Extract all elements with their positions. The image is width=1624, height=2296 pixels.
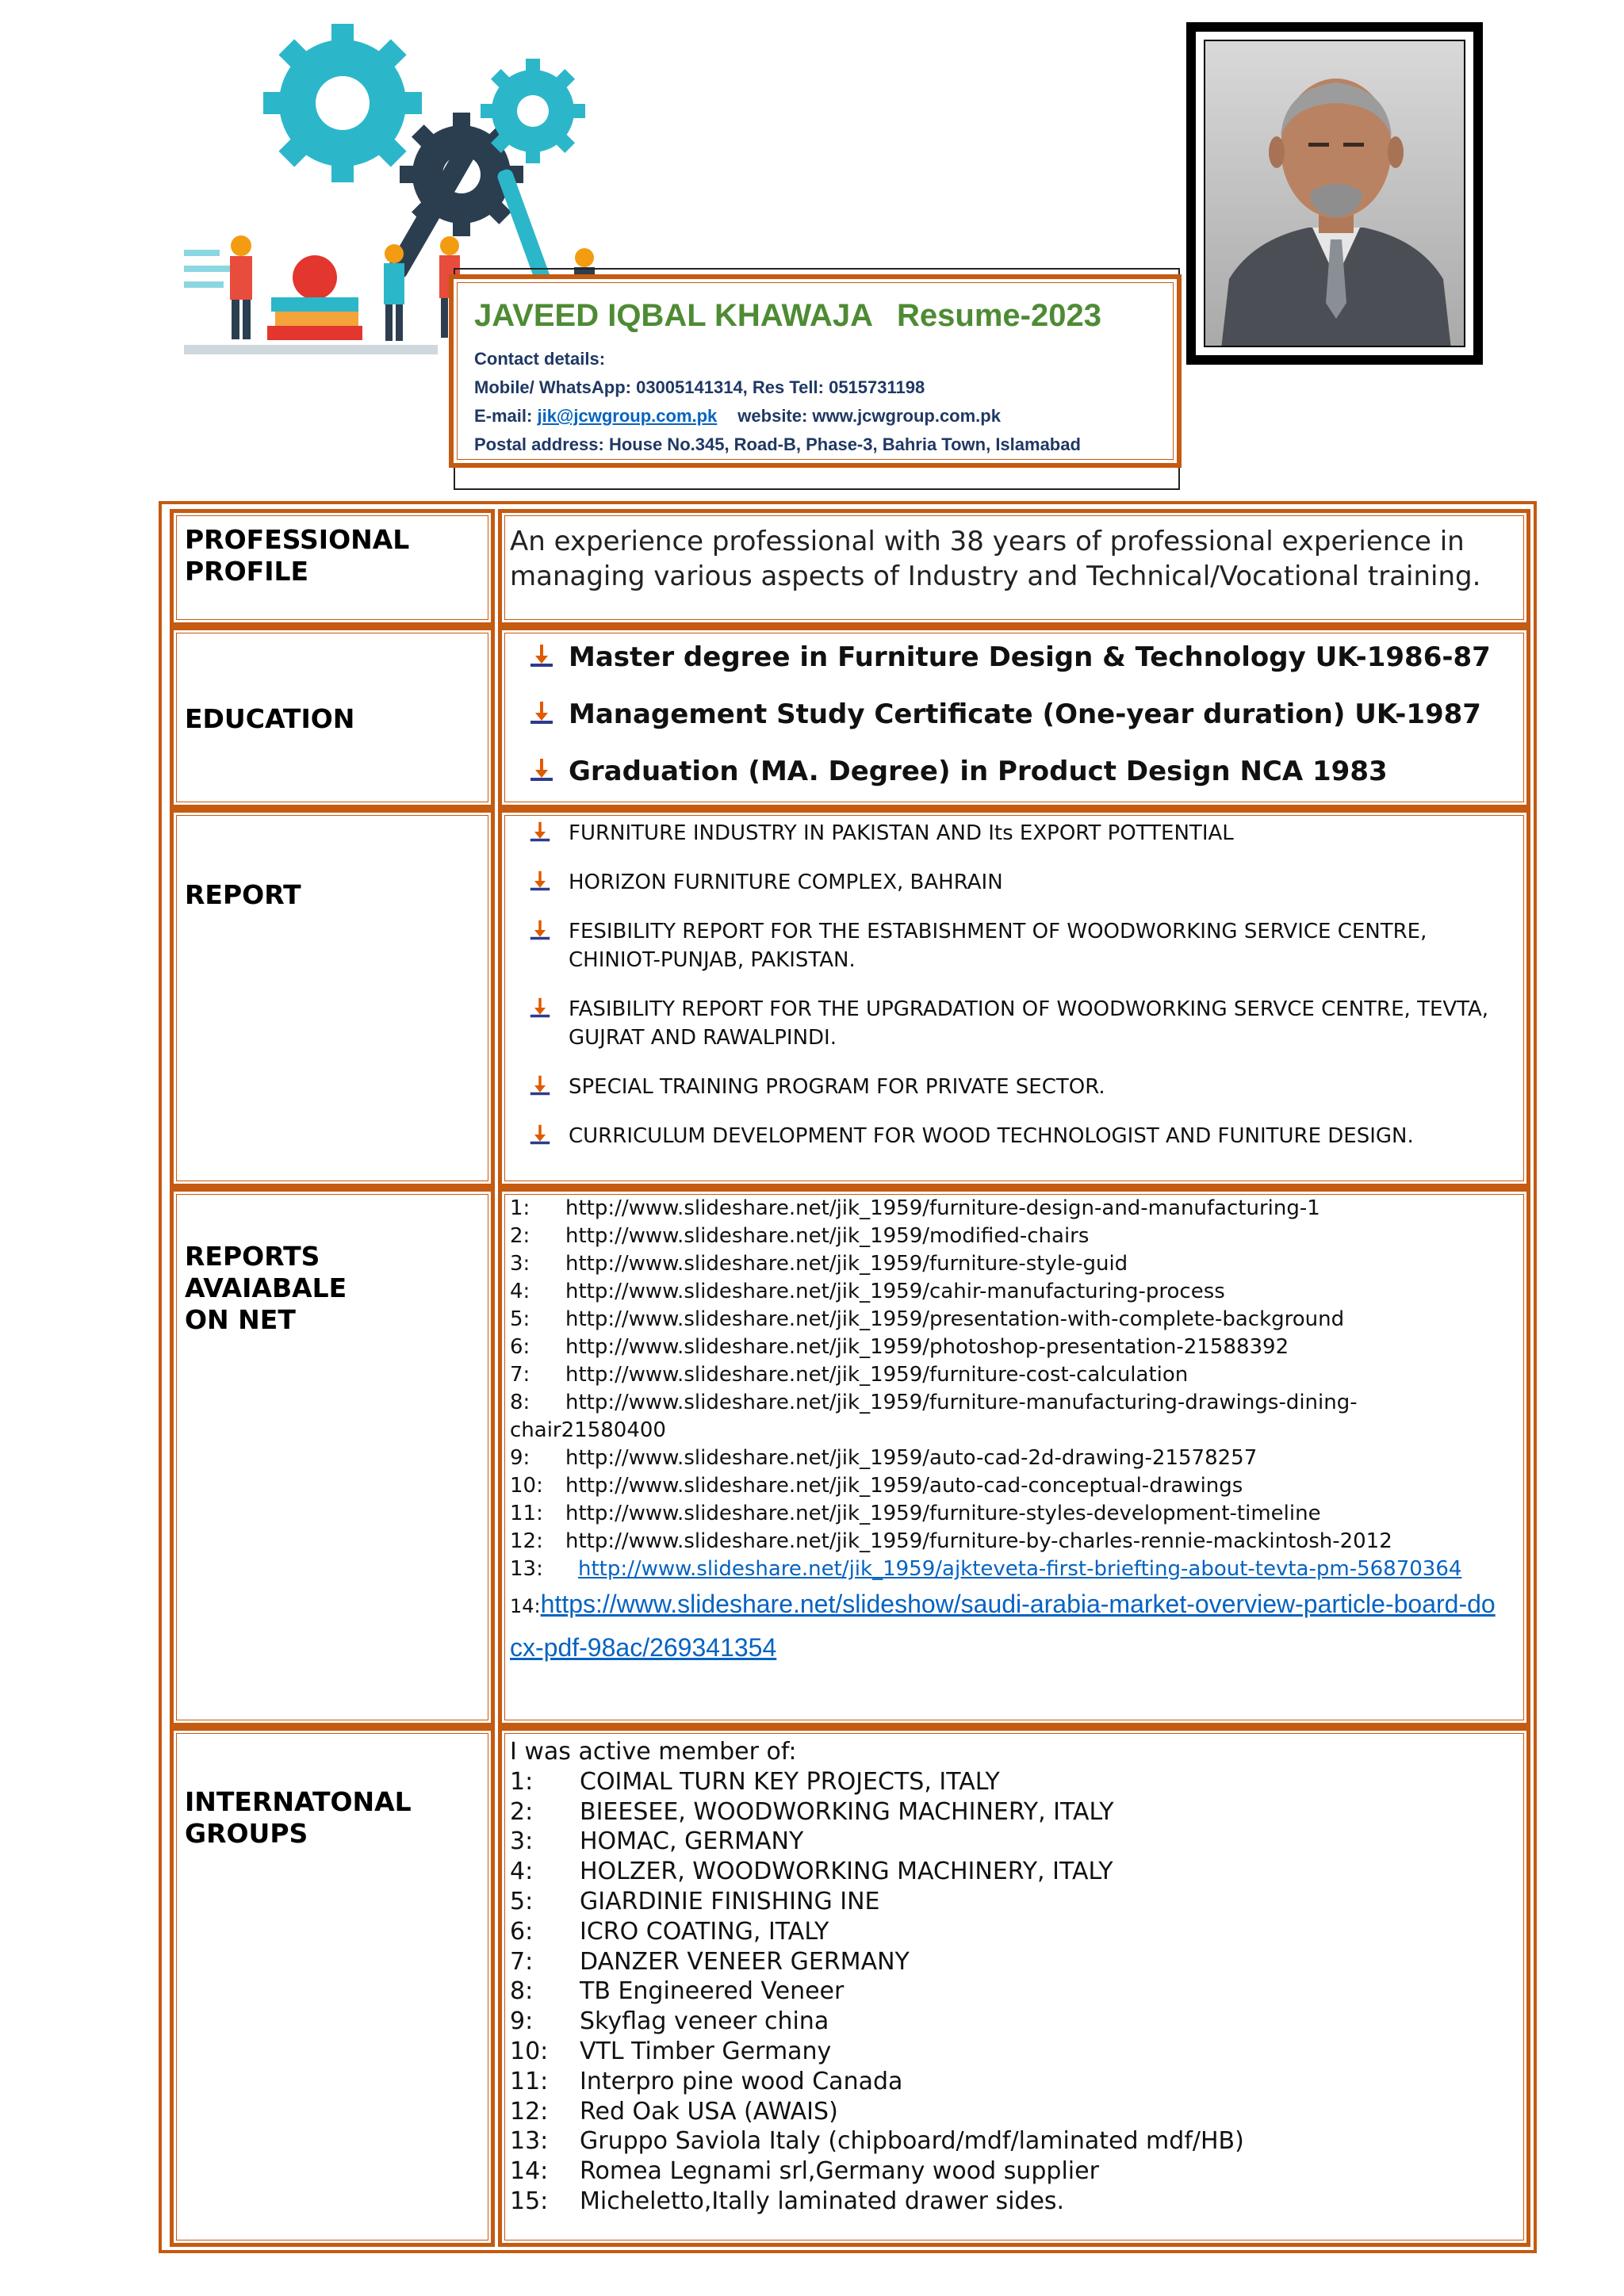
- report-list: [529, 819, 1507, 1171]
- email-line: [474, 402, 1156, 430]
- group-number: 7:: [510, 1947, 534, 1976]
- link-number: 9:: [510, 1446, 530, 1470]
- education-cell: [498, 626, 1530, 809]
- group-item: [510, 2097, 1507, 2127]
- links-list: [510, 1195, 1507, 1668]
- group-item: [510, 1976, 1507, 2007]
- groups-list: [510, 1737, 1507, 2217]
- link-url[interactable]: http://www.slideshare.net/jik_1959/furniture-styles-development-timeline: [565, 1502, 1321, 1525]
- link-number: 3:: [510, 1252, 530, 1276]
- group-item: [510, 1917, 1507, 1947]
- group-text: VTL Timber Germany: [580, 2037, 832, 2065]
- link-item[interactable]: [510, 1556, 1507, 1583]
- group-item: [510, 1797, 1507, 1827]
- group-text: Romea Legnami srl,Germany wood supplier: [580, 2157, 1099, 2186]
- group-text: HOLZER, WOODWORKING MACHINERY, ITALY: [580, 1858, 1113, 1886]
- profile-text-cell: [498, 509, 1530, 626]
- link-item[interactable]: [510, 1583, 1507, 1668]
- group-item: [510, 2126, 1507, 2156]
- education-item-text: Graduation (MA. Degree) in Product Design NCA 1983: [569, 756, 1388, 787]
- report-item-text: HORIZON FURNITURE COMPLEX, BAHRAIN: [569, 871, 1003, 894]
- group-text: TB Engineered Veneer: [580, 1977, 845, 2006]
- report-item: [529, 819, 1507, 848]
- group-number: 13:: [510, 2127, 549, 2156]
- group-text: COIMAL TURN KEY PROJECTS, ITALY: [580, 1767, 1000, 1796]
- groups-label: INTERNATONAL GROUPS: [185, 1786, 412, 1849]
- link-url[interactable]: http://www.slideshare.net/jik_1959/furniture-by-charles-rennie-mackintosh-2012: [565, 1529, 1392, 1553]
- link-item[interactable]: [510, 1306, 1507, 1334]
- person-name: JAVEED IQBAL KHAWAJA: [474, 298, 874, 333]
- group-number: 10:: [510, 2037, 549, 2065]
- email-link[interactable]: jik@jcwgroup.com.pk: [537, 406, 718, 426]
- group-text: GIARDINIE FINISHING INE: [580, 1887, 880, 1915]
- link-item[interactable]: [510, 1389, 1507, 1445]
- link-item[interactable]: [510, 1500, 1507, 1528]
- group-number: 12:: [510, 2097, 549, 2126]
- report-item-text: CURRICULUM DEVELOPMENT FOR WOOD TECHNOLOGIST AND FUNITURE DESIGN.: [569, 1124, 1414, 1148]
- link-number: 5:: [510, 1307, 530, 1331]
- link-item[interactable]: [510, 1334, 1507, 1361]
- report-item: [529, 917, 1507, 974]
- link-url[interactable]: http://www.slideshare.net/jik_1959/furniture-cost-calculation: [565, 1363, 1189, 1387]
- link-url[interactable]: http://www.slideshare.net/jik_1959/auto-cad-conceptual-drawings: [565, 1474, 1243, 1498]
- group-item: [510, 1827, 1507, 1857]
- group-item: [510, 2156, 1507, 2187]
- link-item[interactable]: [510, 1472, 1507, 1500]
- group-item: [510, 1947, 1507, 1977]
- education-item-text: Management Study Certificate (One-year duration) UK-1987: [569, 698, 1481, 730]
- group-text: DANZER VENEER GERMANY: [580, 1947, 910, 1976]
- arrow-bullet-icon: [529, 919, 551, 941]
- report-item-text: FASIBILITY REPORT FOR THE UPGRADATION OF WOODWORKING SERVCE CENTRE, TEVTA, GUJRAT AND RAWALPINDI.: [569, 997, 1489, 1050]
- education-item: [529, 754, 1491, 789]
- education-item: [529, 697, 1491, 732]
- education-label-cell: [170, 626, 495, 809]
- groups-intro: I was active member of:: [510, 1738, 797, 1766]
- education-item: [529, 640, 1491, 675]
- education-label: EDUCATION: [185, 703, 355, 734]
- link-url[interactable]: http://www.slideshare.net/jik_1959/modified-chairs: [565, 1224, 1090, 1248]
- links-label-cell: [170, 1188, 495, 1727]
- postal-address: Postal address: House No.345, Road-B, Phase-3, Bahria Town, Islamabad: [474, 434, 1081, 454]
- arrow-bullet-icon: [529, 997, 551, 1019]
- group-number: 15:: [510, 2187, 549, 2215]
- link-item[interactable]: [510, 1361, 1507, 1389]
- link-url[interactable]: http://www.slideshare.net/jik_1959/furniture-design-and-manufacturing-1: [565, 1196, 1320, 1220]
- group-text: HOMAC, GERMANY: [580, 1827, 804, 1856]
- group-number: 9:: [510, 2007, 534, 2036]
- link-number: 13:: [510, 1557, 543, 1581]
- report-cell: [498, 809, 1530, 1188]
- mobile-line: Mobile/ WhatsApp: 03005141314, Res Tell: 0515731198: [474, 377, 925, 397]
- contact-label: Contact details:: [474, 349, 606, 369]
- resume-year: Resume-2023: [897, 298, 1101, 333]
- link-url[interactable]: http://www.slideshare.net/jik_1959/ajkteveta-first-briefting-about-tevta-pm-56870364: [578, 1557, 1462, 1581]
- website-line: website: www.jcwgroup.com.pk: [737, 406, 1001, 426]
- link-number: 1:: [510, 1196, 530, 1220]
- link-item[interactable]: [510, 1250, 1507, 1278]
- group-item: [510, 2007, 1507, 2037]
- link-number: 14:: [510, 1595, 541, 1617]
- link-number: 8:: [510, 1391, 530, 1414]
- group-item: [510, 1887, 1507, 1917]
- contact-box: [449, 274, 1182, 468]
- report-item-text: SPECIAL TRAINING PROGRAM FOR PRIVATE SECTOR.: [569, 1075, 1105, 1099]
- report-item: [529, 995, 1507, 1052]
- report-item: [529, 1122, 1507, 1150]
- groups-cell: [498, 1727, 1530, 2247]
- group-item: [510, 2187, 1507, 2217]
- group-item: [510, 1767, 1507, 1797]
- portrait-photo: [1205, 41, 1465, 347]
- report-item-text: FURNITURE INDUSTRY IN PAKISTAN AND Its EXPORT POTTENTIAL: [569, 821, 1234, 845]
- links-label: REPORTS AVAIABALE ON NET: [185, 1241, 347, 1335]
- group-number: 4:: [510, 1858, 534, 1886]
- link-url[interactable]: http://www.slideshare.net/jik_1959/auto-cad-2d-drawing-21578257: [565, 1446, 1258, 1470]
- link-url[interactable]: http://www.slideshare.net/jik_1959/furniture-style-guid: [565, 1252, 1128, 1276]
- group-text: Interpro pine wood Canada: [580, 2067, 903, 2095]
- report-item: [529, 1073, 1507, 1101]
- group-item: [510, 2067, 1507, 2097]
- arrow-bullet-icon: [529, 1074, 551, 1096]
- email-prefix: E-mail:: [474, 406, 538, 426]
- group-item: [510, 1857, 1507, 1887]
- group-text: Micheletto,Itally laminated drawer sides.: [580, 2187, 1065, 2215]
- group-number: 6:: [510, 1917, 534, 1946]
- photo-frame: [1186, 22, 1483, 365]
- group-text: Red Oak USA (AWAIS): [580, 2097, 838, 2126]
- groups-label-cell: [170, 1727, 495, 2247]
- profile-text: An experience professional with 38 years of professional experience in managing various aspects of Industry and Technical/Vocational training.: [510, 526, 1481, 592]
- link-number: 4:: [510, 1280, 530, 1303]
- report-item-text: FESIBILITY REPORT FOR THE ESTABISHMENT OF WOODWORKING SERVICE CENTRE, CHINIOT-PUNJAB, PAKISTAN.: [569, 920, 1427, 972]
- link-item[interactable]: [510, 1278, 1507, 1306]
- link-item[interactable]: [510, 1223, 1507, 1250]
- link-url[interactable]: https://www.slideshare.net/slideshow/saudi-arabia-market-overview-particle-board-docx-pdf-98ac/269341354: [510, 1590, 1496, 1662]
- link-number: 10:: [510, 1474, 543, 1498]
- link-url[interactable]: http://www.slideshare.net/jik_1959/cahir-manufacturing-process: [565, 1280, 1225, 1303]
- report-label: REPORT: [185, 879, 301, 910]
- arrow-bullet-icon: [529, 643, 554, 668]
- report-item: [529, 868, 1507, 897]
- link-number: 2:: [510, 1224, 530, 1248]
- link-item[interactable]: [510, 1528, 1507, 1556]
- report-label-cell: [170, 809, 495, 1188]
- link-url[interactable]: http://www.slideshare.net/jik_1959/presentation-with-complete-background: [565, 1307, 1345, 1331]
- group-number: 14:: [510, 2157, 549, 2186]
- resume-title: [474, 298, 1156, 334]
- education-item-text: Master degree in Furniture Design & Technology UK-1986-87: [569, 641, 1491, 673]
- group-text: Gruppo Saviola Italy (chipboard/mdf/laminated mdf/HB): [580, 2127, 1244, 2156]
- link-item[interactable]: [510, 1445, 1507, 1472]
- group-text: Skyflag veneer china: [580, 2007, 829, 2036]
- group-number: 3:: [510, 1827, 534, 1856]
- link-number: 6:: [510, 1335, 530, 1359]
- link-url[interactable]: http://www.slideshare.net/jik_1959/photoshop-presentation-21588392: [565, 1335, 1289, 1359]
- group-number: 5:: [510, 1887, 534, 1915]
- arrow-bullet-icon: [529, 821, 551, 843]
- arrow-bullet-icon: [529, 870, 551, 892]
- arrow-bullet-icon: [529, 700, 554, 725]
- group-number: 8:: [510, 1977, 534, 2006]
- link-number: 7:: [510, 1363, 530, 1387]
- link-url[interactable]: http://www.slideshare.net/jik_1959/furniture-manufacturing-drawings-dining-chair21580400: [510, 1391, 1358, 1442]
- group-number: 11:: [510, 2067, 549, 2095]
- group-item: [510, 2037, 1507, 2067]
- education-list: [529, 640, 1491, 811]
- arrow-bullet-icon: [529, 1123, 551, 1146]
- resume-table: [159, 501, 1537, 2253]
- link-number: 11:: [510, 1502, 543, 1525]
- link-number: 12:: [510, 1529, 543, 1553]
- links-cell: [498, 1188, 1530, 1727]
- group-text: BIEESEE, WOODWORKING MACHINERY, ITALY: [580, 1797, 1114, 1826]
- link-item[interactable]: [510, 1195, 1507, 1223]
- group-number: 1:: [510, 1767, 534, 1796]
- profile-label: PROFESSIONAL PROFILE: [185, 524, 410, 587]
- arrow-bullet-icon: [529, 757, 554, 783]
- group-number: 2:: [510, 1797, 534, 1826]
- group-text: ICRO COATING, ITALY: [580, 1917, 829, 1946]
- profile-label-cell: [170, 509, 495, 626]
